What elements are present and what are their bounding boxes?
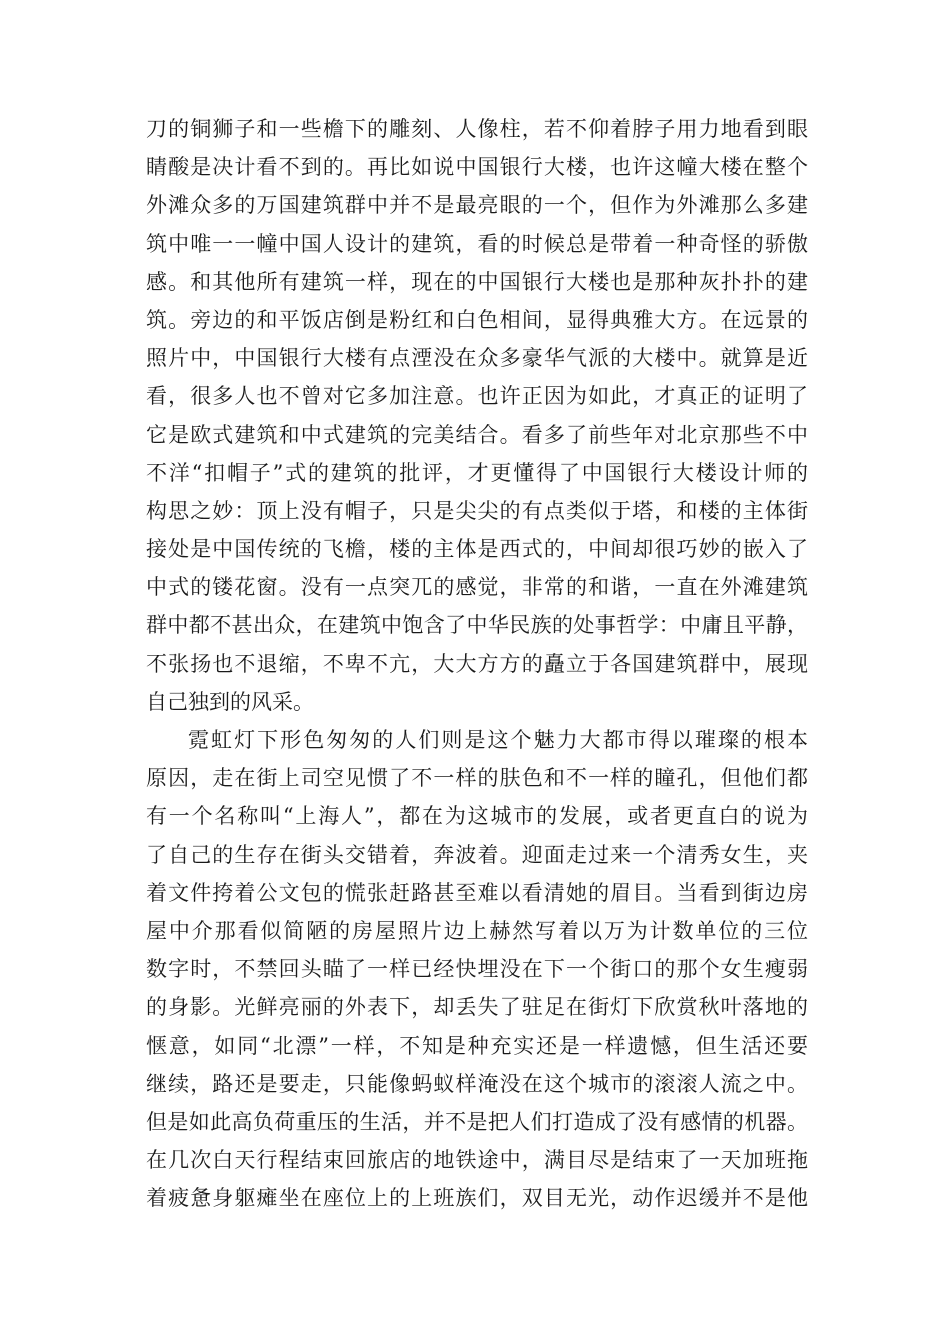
text-line: 外滩众多的万国建筑群中并不是最亮眼的一个，但作为外滩那么多建	[146, 193, 808, 218]
text-line: 数字时，不禁回头瞄了一样已经快埋没在下一个街口的那个女生瘦弱	[146, 957, 808, 982]
text-line: 它是欧式建筑和中式建筑的完美结合。看多了前些年对北京那些不中	[146, 422, 808, 447]
text-line: 刀的铜狮子和一些檐下的雕刻、人像柱，若不仰着脖子用力地看到眼	[146, 117, 808, 141]
text-line: 不张扬也不退缩，不卑不亢，大大方方的矗立于各国建筑群中，展现	[146, 651, 808, 676]
paragraph-start-line: 霓虹灯下形色匆匆的人们则是这个魅力大都市得以璀璨的根本	[188, 728, 808, 752]
text-line: 有一个名称叫“上海人”，都在为这城市的发展，或者更直白的说为	[146, 804, 808, 829]
text-line: 着文件挎着公文包的慌张赶路甚至难以看清她的眉目。当看到街边房	[146, 880, 808, 905]
text-line: 睛酸是决计看不到的。再比如说中国银行大楼，也许这幢大楼在整个	[146, 155, 808, 180]
text-line: 惬意，如同“北漂”一样，不知是种充实还是一样遗憾，但生活还要	[146, 1033, 808, 1058]
text-line: 着疲惫身躯瘫坐在座位上的上班族们，双目无光，动作迟缓并不是他	[146, 1186, 808, 1211]
text-line: 感。和其他所有建筑一样，现在的中国银行大楼也是那种灰扑扑的建	[146, 269, 808, 294]
text-line: 但是如此高负荷重压的生活，并不是把人们打造成了没有感情的机器。	[146, 1109, 808, 1134]
body-text	[146, 110, 808, 1217]
text-line: 群中都不甚出众，在建筑中饱含了中华民族的处事哲学：中庸且平静，	[146, 613, 808, 638]
text-line: 了自己的生存在街头交错着，奔波着。迎面走过来一个清秀女生，夹	[146, 842, 808, 867]
text-line: 屋中介那看似简陋的房屋照片边上赫然写着以万为计数单位的三位	[146, 918, 808, 943]
text-line: 的身影。光鲜亮丽的外表下，却丢失了驻足在街灯下欣赏秋叶落地的	[146, 995, 808, 1020]
paragraph-end-line: 自己独到的风采。	[146, 689, 314, 714]
text-line: 在几次白天行程结束回旅店的地铁途中，满目尽是结束了一天加班拖	[146, 1148, 808, 1173]
text-line: 不洋“扣帽子”式的建筑的批评，才更懂得了中国银行大楼设计师的	[146, 460, 808, 485]
text-line: 原因，走在街上司空见惯了不一样的肤色和不一样的瞳孔，但他们都	[146, 766, 808, 791]
text-line: 筑。旁边的和平饭店倒是粉红和白色相间，显得典雅大方。在远景的	[146, 307, 808, 332]
text-line: 中式的镂花窗。没有一点突兀的感觉，非常的和谐，一直在外滩建筑	[146, 575, 808, 600]
text-line: 构思之妙：顶上没有帽子，只是尖尖的有点类似于塔，和楼的主体街	[146, 498, 808, 523]
text-line: 筑中唯一一幢中国人设计的建筑，看的时候总是带着一种奇怪的骄傲	[146, 231, 808, 256]
text-line: 接处是中国传统的飞檐，楼的主体是西式的，中间却很巧妙的嵌入了	[146, 537, 808, 562]
text-line: 看，很多人也不曾对它多加注意。也许正因为如此，才真正的证明了	[146, 384, 808, 409]
text-line: 照片中，中国银行大楼有点湮没在众多豪华气派的大楼中。就算是近	[146, 346, 808, 371]
text-line: 继续，路还是要走，只能像蚂蚁样淹没在这个城市的滚滚人流之中。	[146, 1071, 808, 1096]
